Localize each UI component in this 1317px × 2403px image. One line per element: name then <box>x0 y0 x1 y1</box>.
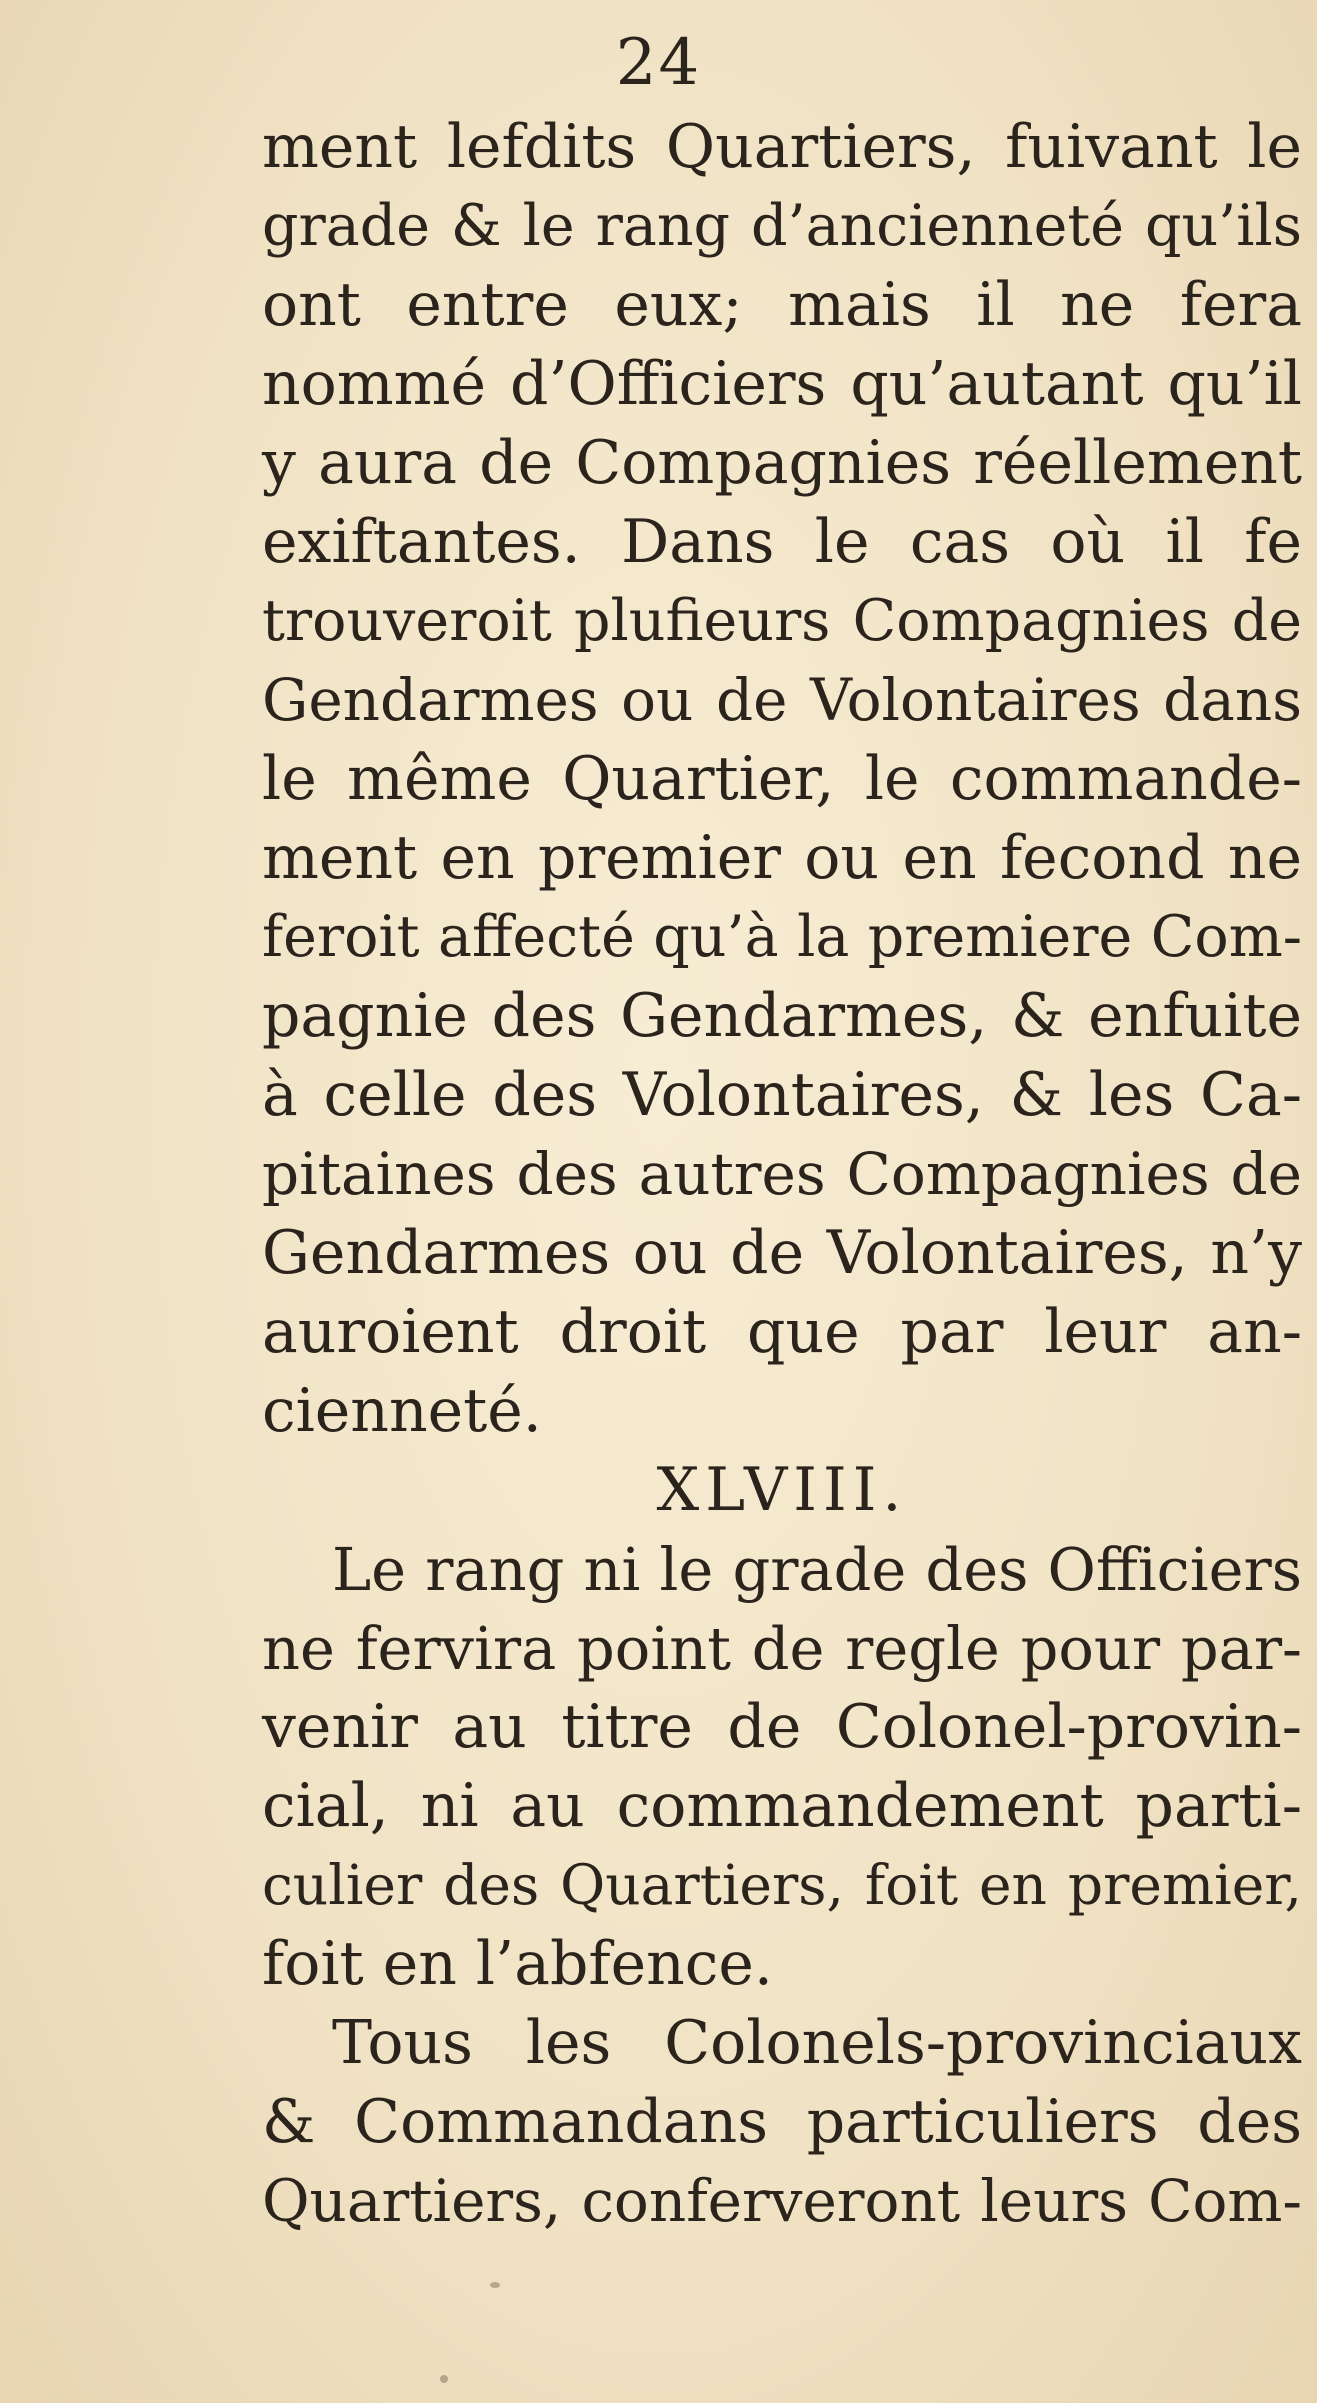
text-line: pitaines des autres Compagnies de <box>262 1140 1302 1208</box>
paper-speck <box>440 2375 448 2383</box>
text-line: trouveroit plufieurs Compagnies de <box>262 588 1302 654</box>
text-line: y aura de Compagnies réellement <box>262 428 1302 498</box>
page-number: 24 <box>615 26 702 100</box>
paragraph-2 <box>262 1530 1302 2004</box>
text-block <box>262 108 1302 2241</box>
paper-speck <box>490 2282 500 2288</box>
text-line: venir au titre de Colonel-provin- <box>262 1692 1302 1762</box>
text-line: ne fervira point de regle pour par- <box>262 1614 1302 1683</box>
text-line: le même Quartier, le commande- <box>262 744 1302 814</box>
article-heading: XLVIII. <box>656 1455 908 1525</box>
text-line: exiftantes. Dans le cas où il fe <box>262 507 1302 577</box>
text-line: auroient droit que par leur an- <box>262 1297 1302 1367</box>
text-line: Gendarmes ou de Volontaires, n’y <box>262 1218 1302 1288</box>
paragraph-1 <box>262 108 1302 1451</box>
text-line: grade & le rang d’ancienneté qu’ils <box>262 193 1302 259</box>
text-line: cienneté. <box>262 1376 542 1446</box>
text-line: ment en premier ou en fecond ne <box>262 823 1302 893</box>
text-line: cial, ni au commandement parti- <box>262 1771 1302 1841</box>
paragraph-3 <box>262 2004 1302 2241</box>
text-line: & Commandans particuliers des <box>262 2087 1302 2157</box>
text-line: ont entre eux; mais il ne fera <box>262 270 1302 340</box>
text-line: nommé d’Officiers qu’autant qu’il <box>262 349 1302 419</box>
text-line: à celle des Volontaires, & les Ca- <box>262 1060 1302 1130</box>
text-line: Gendarmes ou de Volontaires dans <box>262 666 1302 734</box>
text-line: Le rang ni le grade des Officiers <box>332 1535 1302 1604</box>
text-line: Quartiers, conferveront leurs Com- <box>262 2167 1302 2235</box>
text-line: ment lefdits Quartiers, fuivant le <box>262 112 1302 182</box>
text-line: feroit affecté qu’à la premiere Com- <box>262 904 1302 970</box>
text-line: foit en l’abfence. <box>262 1929 773 1999</box>
text-line: culier des Quartiers, foit en premier, <box>262 1853 1302 1917</box>
text-line: Tous les Colonels-provinciaux <box>332 2008 1302 2078</box>
text-line: pagnie des Gendarmes, & enfuite <box>262 981 1302 1051</box>
